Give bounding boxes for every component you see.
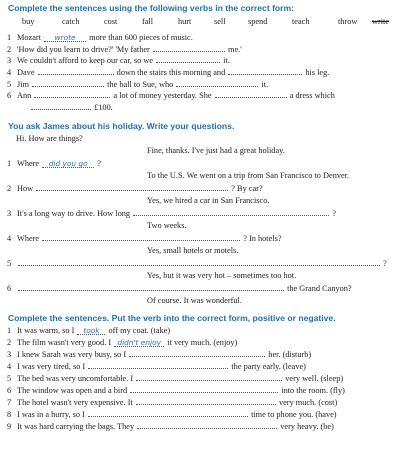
- sentence-part: a lot of money yesterday. She: [113, 91, 212, 100]
- answer-blank[interactable]: [176, 85, 258, 87]
- sentence-part: I knew Sarah was very busy, so I: [17, 350, 127, 359]
- item-number: 4: [7, 68, 12, 77]
- item-number: 3: [7, 350, 12, 359]
- sentence-part: I was in a hurry, so I: [17, 410, 85, 419]
- word-item: sell: [214, 17, 226, 26]
- sentence-part: her. (disturb): [268, 350, 312, 359]
- exercise-line: [17, 91, 335, 101]
- sentence-part: very much. (cost): [278, 398, 338, 407]
- word-item-crossed: write: [372, 17, 390, 26]
- sentence-part: 'How did you learn to drive?' 'My father: [17, 45, 150, 54]
- sentence-part: Ann: [17, 91, 32, 100]
- answer-blank[interactable]: [215, 96, 287, 98]
- sentence-part: it.: [261, 80, 269, 89]
- item-number: 6: [7, 284, 12, 293]
- sentence-part: Mozart: [17, 33, 41, 42]
- exercise-line-continued: [30, 103, 113, 113]
- item-number: 8: [7, 410, 12, 419]
- answer-blank[interactable]: [18, 264, 380, 266]
- item-number: 2: [7, 338, 12, 347]
- exercise-line: [17, 386, 345, 396]
- question-line: [17, 234, 282, 244]
- sentence-part: Where: [17, 159, 40, 168]
- item-number: 7: [7, 398, 12, 407]
- answer-blank[interactable]: [137, 427, 277, 429]
- word-item: cost: [104, 17, 118, 26]
- exercise-line: [17, 80, 268, 90]
- question-line: [17, 284, 352, 294]
- question-line: [17, 184, 263, 194]
- word-box: [8, 17, 393, 30]
- item-number: 5: [7, 259, 12, 268]
- sentence-part: into the room. (fly): [281, 386, 345, 395]
- question-line: [17, 159, 101, 169]
- answer-blank[interactable]: [133, 214, 329, 216]
- answer-blank[interactable]: wrote: [44, 34, 86, 42]
- sentence-part: It was hard carrying the bags. They: [17, 422, 135, 431]
- word-item: spend: [248, 17, 268, 26]
- sentence-part: It's a long way to drive. How long: [17, 209, 131, 218]
- sentence-part: time to phone you. (have): [251, 410, 337, 419]
- sentence-part: very heavy. (be): [280, 422, 334, 431]
- sentence-part: The film wasn't very good. I: [17, 338, 112, 347]
- word-item: teach: [292, 17, 310, 26]
- sentence-part: very well. (sleep): [285, 374, 344, 383]
- sentence-part: more than 600 pieces of music.: [89, 33, 193, 42]
- james-reply: Yes, small hotels or motels.: [147, 246, 239, 255]
- james-reply: Two weeks.: [147, 221, 187, 230]
- item-number: 6: [7, 91, 12, 100]
- james-reply: Yes, we hired a car in San Francisco.: [147, 196, 270, 205]
- sentence-part: ?: [97, 159, 101, 168]
- answer-blank[interactable]: [18, 289, 284, 291]
- answer-blank[interactable]: [38, 73, 114, 75]
- james-reply: To the U.S. We went on a trip from San Francisco to Denver.: [147, 171, 350, 180]
- answer-blank[interactable]: [36, 189, 228, 191]
- sentence-part: it very much. (enjoy): [167, 338, 238, 347]
- item-number: 2: [7, 184, 12, 193]
- exercise-line: [17, 338, 237, 348]
- item-number: 1: [7, 159, 12, 168]
- sentence-part: ? By car?: [231, 184, 263, 193]
- question-line: [17, 259, 387, 269]
- item-number: 4: [7, 234, 12, 243]
- sentence-part: Dave: [17, 68, 35, 77]
- answer-blank[interactable]: didn't enjoy: [114, 339, 164, 347]
- answer-blank[interactable]: [228, 73, 302, 75]
- sentence-part: I was very tired, so I: [17, 362, 86, 371]
- sentence-part: ?: [383, 259, 387, 268]
- exercise-line: [17, 45, 242, 55]
- sentence-part: off my coat. (take): [108, 326, 171, 335]
- sentence-part: ? In hotels?: [243, 234, 282, 243]
- item-number: 2: [7, 45, 12, 54]
- item-number: 5: [7, 80, 12, 89]
- item-number: 1: [7, 33, 12, 42]
- answer-blank[interactable]: did you go: [42, 160, 94, 168]
- answer-blank[interactable]: [88, 367, 228, 369]
- sentence-part: The bed was very uncomfortable. I: [17, 374, 134, 383]
- item-number: 6: [7, 386, 12, 395]
- sentence-part: The window was open and a bird: [17, 386, 128, 395]
- item-number: 3: [7, 56, 12, 65]
- exercise-line: [17, 350, 311, 360]
- word-item: throw: [338, 17, 358, 26]
- sentence-part: a dress which: [289, 91, 335, 100]
- sentence-part: down the stairs this morning and: [116, 68, 226, 77]
- sentence-part: Jim: [17, 80, 29, 89]
- answer-blank[interactable]: [34, 96, 110, 98]
- item-number: 9: [7, 422, 12, 431]
- section2-heading: You ask James about his holiday. Write your questions.: [8, 121, 235, 131]
- answer-blank[interactable]: [129, 355, 265, 357]
- word-item: catch: [62, 17, 80, 26]
- section3-heading: Complete the sentences. Put the verb into the correct form, positive or negative.: [8, 313, 336, 323]
- sentence-part: We couldn't afford to keep our car, so we: [17, 56, 154, 65]
- exercise-line: [17, 33, 193, 43]
- answer-blank[interactable]: [136, 379, 282, 381]
- exercise-line: [17, 362, 306, 372]
- sentence-part: the party early. (leave): [231, 362, 306, 371]
- sentence-part: How: [17, 184, 34, 193]
- sentence-part: me.': [227, 45, 242, 54]
- exercise-line: [17, 68, 329, 78]
- answer-blank[interactable]: [136, 403, 276, 405]
- word-item: buy: [22, 17, 35, 26]
- sentence-part: £100.: [94, 103, 113, 112]
- sentence-part: it.: [223, 56, 230, 65]
- question-line: [17, 209, 336, 219]
- sentence-part: Where: [17, 234, 40, 243]
- exercise-line: [17, 398, 337, 408]
- answer-blank[interactable]: [153, 50, 225, 52]
- answer-blank[interactable]: took: [77, 327, 105, 335]
- exercise-line: [17, 410, 337, 420]
- james-reply: Fine, thanks. I've just had a great holiday.: [147, 146, 285, 155]
- sentence-part: the ball to Sue, who: [107, 80, 174, 89]
- item-number: 3: [7, 209, 12, 218]
- section1-heading: Complete the sentences using the following verbs in the correct form:: [8, 3, 295, 13]
- exercise-line: [17, 422, 334, 432]
- item-number: 4: [7, 362, 12, 371]
- answer-blank[interactable]: [130, 391, 278, 393]
- answer-blank[interactable]: [156, 61, 220, 63]
- sentence-part: The hotel wasn't very expensive. It: [17, 398, 133, 407]
- item-number: 5: [7, 374, 12, 383]
- exercise-line: [17, 326, 170, 336]
- exercise-line: [17, 56, 230, 66]
- word-item: hurt: [178, 17, 192, 26]
- answer-blank[interactable]: [31, 108, 91, 110]
- sentence-part: his leg.: [305, 68, 330, 77]
- sentence-part: It was warm, so I: [17, 326, 75, 335]
- word-item: fall: [142, 17, 154, 26]
- james-reply: Of course. It was wonderful.: [147, 296, 242, 305]
- james-reply: Yes, but it was very hot – sometimes too hot.: [147, 271, 297, 280]
- sentence-part: ?: [332, 209, 336, 218]
- greeting-line: Hi. How are things?: [16, 134, 83, 143]
- answer-blank[interactable]: [42, 239, 240, 241]
- answer-blank[interactable]: [88, 415, 248, 417]
- item-number: 1: [7, 326, 12, 335]
- sentence-part: the Grand Canyon?: [287, 284, 352, 293]
- answer-blank[interactable]: [32, 85, 104, 87]
- exercise-line: [17, 374, 343, 384]
